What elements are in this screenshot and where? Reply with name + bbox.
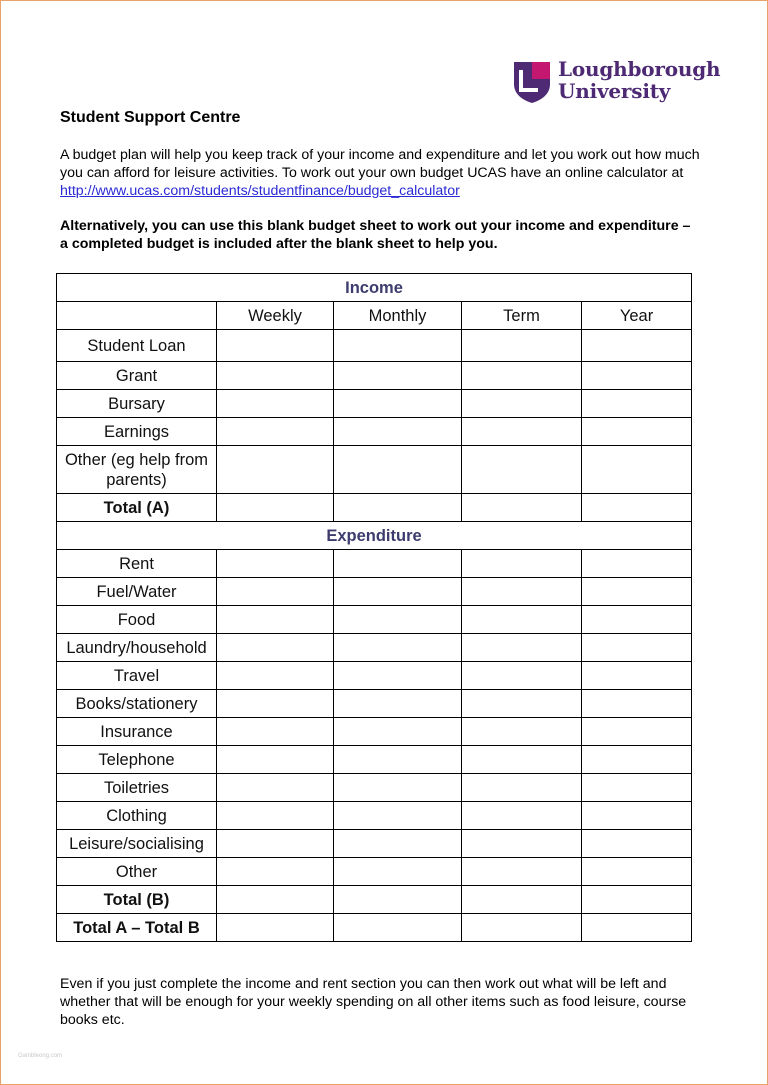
total-b-weekly-cell[interactable] <box>217 886 334 914</box>
table-row <box>57 390 692 418</box>
total-b-year-cell[interactable] <box>582 886 692 914</box>
table-row <box>57 802 692 830</box>
income-title: Income <box>57 274 692 302</box>
income-label: Earnings <box>57 418 217 446</box>
total-a-monthly-cell[interactable] <box>334 494 462 522</box>
expenditure-monthly-cell[interactable] <box>334 774 462 802</box>
column-header-monthly: Monthly <box>334 302 462 330</box>
expenditure-monthly-cell[interactable] <box>334 690 462 718</box>
expenditure-weekly-cell[interactable] <box>217 550 334 578</box>
income-term-cell[interactable] <box>462 330 582 362</box>
expenditure-header-row <box>57 522 692 550</box>
income-weekly-cell[interactable] <box>217 362 334 390</box>
table-row <box>57 746 692 774</box>
income-term-cell[interactable] <box>462 390 582 418</box>
table-row <box>57 634 692 662</box>
expenditure-label: Travel <box>57 662 217 690</box>
expenditure-year-cell[interactable] <box>582 578 692 606</box>
table-row <box>57 774 692 802</box>
income-monthly-cell[interactable] <box>334 330 462 362</box>
total-diff-monthly-cell[interactable] <box>334 914 462 942</box>
column-header-term: Term <box>462 302 582 330</box>
expenditure-year-cell[interactable] <box>582 858 692 886</box>
table-row <box>57 662 692 690</box>
total-a-weekly-cell[interactable] <box>217 494 334 522</box>
expenditure-label: Rent <box>57 550 217 578</box>
column-header-weekly: Weekly <box>217 302 334 330</box>
expenditure-year-cell[interactable] <box>582 662 692 690</box>
income-weekly-cell[interactable] <box>217 446 334 494</box>
expenditure-label: Books/stationery <box>57 690 217 718</box>
expenditure-term-cell[interactable] <box>462 578 582 606</box>
intro-text: A budget plan will help you keep track of your income and expenditure and let you work out how much you can afford for leisure activities. To work out your own budget UCAS have an online calculator at <box>60 147 700 181</box>
expenditure-label: Toiletries <box>57 774 217 802</box>
expenditure-label: Fuel/Water <box>57 578 217 606</box>
expenditure-monthly-cell[interactable] <box>334 718 462 746</box>
expenditure-monthly-cell[interactable] <box>334 858 462 886</box>
income-monthly-cell[interactable] <box>334 362 462 390</box>
expenditure-year-cell[interactable] <box>582 550 692 578</box>
university-logo <box>512 57 721 106</box>
expenditure-weekly-cell[interactable] <box>217 606 334 634</box>
expenditure-label: Laundry/household <box>57 634 217 662</box>
total-diff-year-cell[interactable] <box>582 914 692 942</box>
expenditure-weekly-cell[interactable] <box>217 634 334 662</box>
column-header-row <box>57 302 692 330</box>
income-year-cell[interactable] <box>582 418 692 446</box>
expenditure-term-cell[interactable] <box>462 550 582 578</box>
income-monthly-cell[interactable] <box>334 390 462 418</box>
expenditure-monthly-cell[interactable] <box>334 606 462 634</box>
table-row <box>57 578 692 606</box>
footer-note: Even if you just complete the income and rent section you can then work out what will be left and whether that will be enough for your weekly spending on all other items such as food leisure, course books etc. <box>60 976 687 1028</box>
table-row <box>57 418 692 446</box>
income-label: Grant <box>57 362 217 390</box>
expenditure-label: Leisure/socialising <box>57 830 217 858</box>
income-monthly-cell[interactable] <box>334 446 462 494</box>
income-label: Bursary <box>57 390 217 418</box>
budget-table <box>56 273 691 942</box>
intro-paragraph <box>60 146 700 200</box>
table-row <box>57 446 692 494</box>
logo-wordmark <box>558 57 721 103</box>
income-year-cell[interactable] <box>582 362 692 390</box>
expenditure-monthly-cell[interactable] <box>334 746 462 774</box>
expenditure-monthly-cell[interactable] <box>334 634 462 662</box>
total-diff-label: Total A – Total B <box>57 914 217 942</box>
total-diff-row <box>57 914 692 942</box>
total-a-row <box>57 494 692 522</box>
table-row <box>57 830 692 858</box>
expenditure-year-cell[interactable] <box>582 830 692 858</box>
expenditure-year-cell[interactable] <box>582 718 692 746</box>
table-row <box>57 718 692 746</box>
expenditure-year-cell[interactable] <box>582 634 692 662</box>
total-b-monthly-cell[interactable] <box>334 886 462 914</box>
income-monthly-cell[interactable] <box>334 418 462 446</box>
expenditure-label: Telephone <box>57 746 217 774</box>
income-label: Student Loan <box>57 330 217 362</box>
total-b-term-cell[interactable] <box>462 886 582 914</box>
income-term-cell[interactable] <box>462 446 582 494</box>
expenditure-monthly-cell[interactable] <box>334 802 462 830</box>
table-row <box>57 690 692 718</box>
expenditure-weekly-cell[interactable] <box>217 858 334 886</box>
expenditure-weekly-cell[interactable] <box>217 746 334 774</box>
total-a-year-cell[interactable] <box>582 494 692 522</box>
income-weekly-cell[interactable] <box>217 418 334 446</box>
expenditure-weekly-cell[interactable] <box>217 578 334 606</box>
total-b-row <box>57 886 692 914</box>
income-year-cell[interactable] <box>582 446 692 494</box>
expenditure-term-cell[interactable] <box>462 690 582 718</box>
expenditure-term-cell[interactable] <box>462 802 582 830</box>
expenditure-weekly-cell[interactable] <box>217 774 334 802</box>
expenditure-monthly-cell[interactable] <box>334 550 462 578</box>
expenditure-term-cell[interactable] <box>462 634 582 662</box>
logo-line-2: University <box>558 79 671 103</box>
expenditure-year-cell[interactable] <box>582 690 692 718</box>
income-weekly-cell[interactable] <box>217 390 334 418</box>
expenditure-label: Clothing <box>57 802 217 830</box>
column-header-year: Year <box>582 302 692 330</box>
expenditure-weekly-cell[interactable] <box>217 662 334 690</box>
expenditure-weekly-cell[interactable] <box>217 718 334 746</box>
income-label: Other (eg help from parents) <box>57 446 217 494</box>
table-row <box>57 550 692 578</box>
expenditure-term-cell[interactable] <box>462 746 582 774</box>
expenditure-term-cell[interactable] <box>462 606 582 634</box>
total-a-term-cell[interactable] <box>462 494 582 522</box>
ucas-calculator-link[interactable]: http://www.ucas.com/students/studentfinance/budget_calculator <box>60 183 460 199</box>
expenditure-weekly-cell[interactable] <box>217 802 334 830</box>
expenditure-label: Food <box>57 606 217 634</box>
watermark: Gambleong.com <box>18 1053 63 1059</box>
expenditure-monthly-cell[interactable] <box>334 578 462 606</box>
alternative-note: Alternatively, you can use this blank budget sheet to work out your income and expenditure – a completed budget is included after the blank sheet to help you. <box>60 218 691 252</box>
income-term-cell[interactable] <box>462 418 582 446</box>
total-diff-weekly-cell[interactable] <box>217 914 334 942</box>
table-row <box>57 362 692 390</box>
shield-icon <box>512 60 552 104</box>
page-title: Student Support Centre <box>60 109 241 126</box>
expenditure-year-cell[interactable] <box>582 606 692 634</box>
expenditure-year-cell[interactable] <box>582 746 692 774</box>
total-diff-term-cell[interactable] <box>462 914 582 942</box>
table-row <box>57 606 692 634</box>
header-blank-cell <box>57 302 217 330</box>
expenditure-term-cell[interactable] <box>462 662 582 690</box>
table-row <box>57 330 692 362</box>
expenditure-term-cell[interactable] <box>462 718 582 746</box>
expenditure-year-cell[interactable] <box>582 774 692 802</box>
expenditure-label: Insurance <box>57 718 217 746</box>
income-year-cell[interactable] <box>582 390 692 418</box>
expenditure-weekly-cell[interactable] <box>217 690 334 718</box>
income-header-row <box>57 274 692 302</box>
expenditure-year-cell[interactable] <box>582 802 692 830</box>
expenditure-title: Expenditure <box>57 522 692 550</box>
income-weekly-cell[interactable] <box>217 330 334 362</box>
total-b-label: Total (B) <box>57 886 217 914</box>
expenditure-label: Other <box>57 858 217 886</box>
expenditure-term-cell[interactable] <box>462 774 582 802</box>
income-term-cell[interactable] <box>462 362 582 390</box>
expenditure-monthly-cell[interactable] <box>334 662 462 690</box>
logo-line-1: Loughborough <box>558 57 721 81</box>
total-a-label: Total (A) <box>57 494 217 522</box>
table-row <box>57 858 692 886</box>
expenditure-term-cell[interactable] <box>462 830 582 858</box>
expenditure-term-cell[interactable] <box>462 858 582 886</box>
income-year-cell[interactable] <box>582 330 692 362</box>
expenditure-monthly-cell[interactable] <box>334 830 462 858</box>
expenditure-weekly-cell[interactable] <box>217 830 334 858</box>
